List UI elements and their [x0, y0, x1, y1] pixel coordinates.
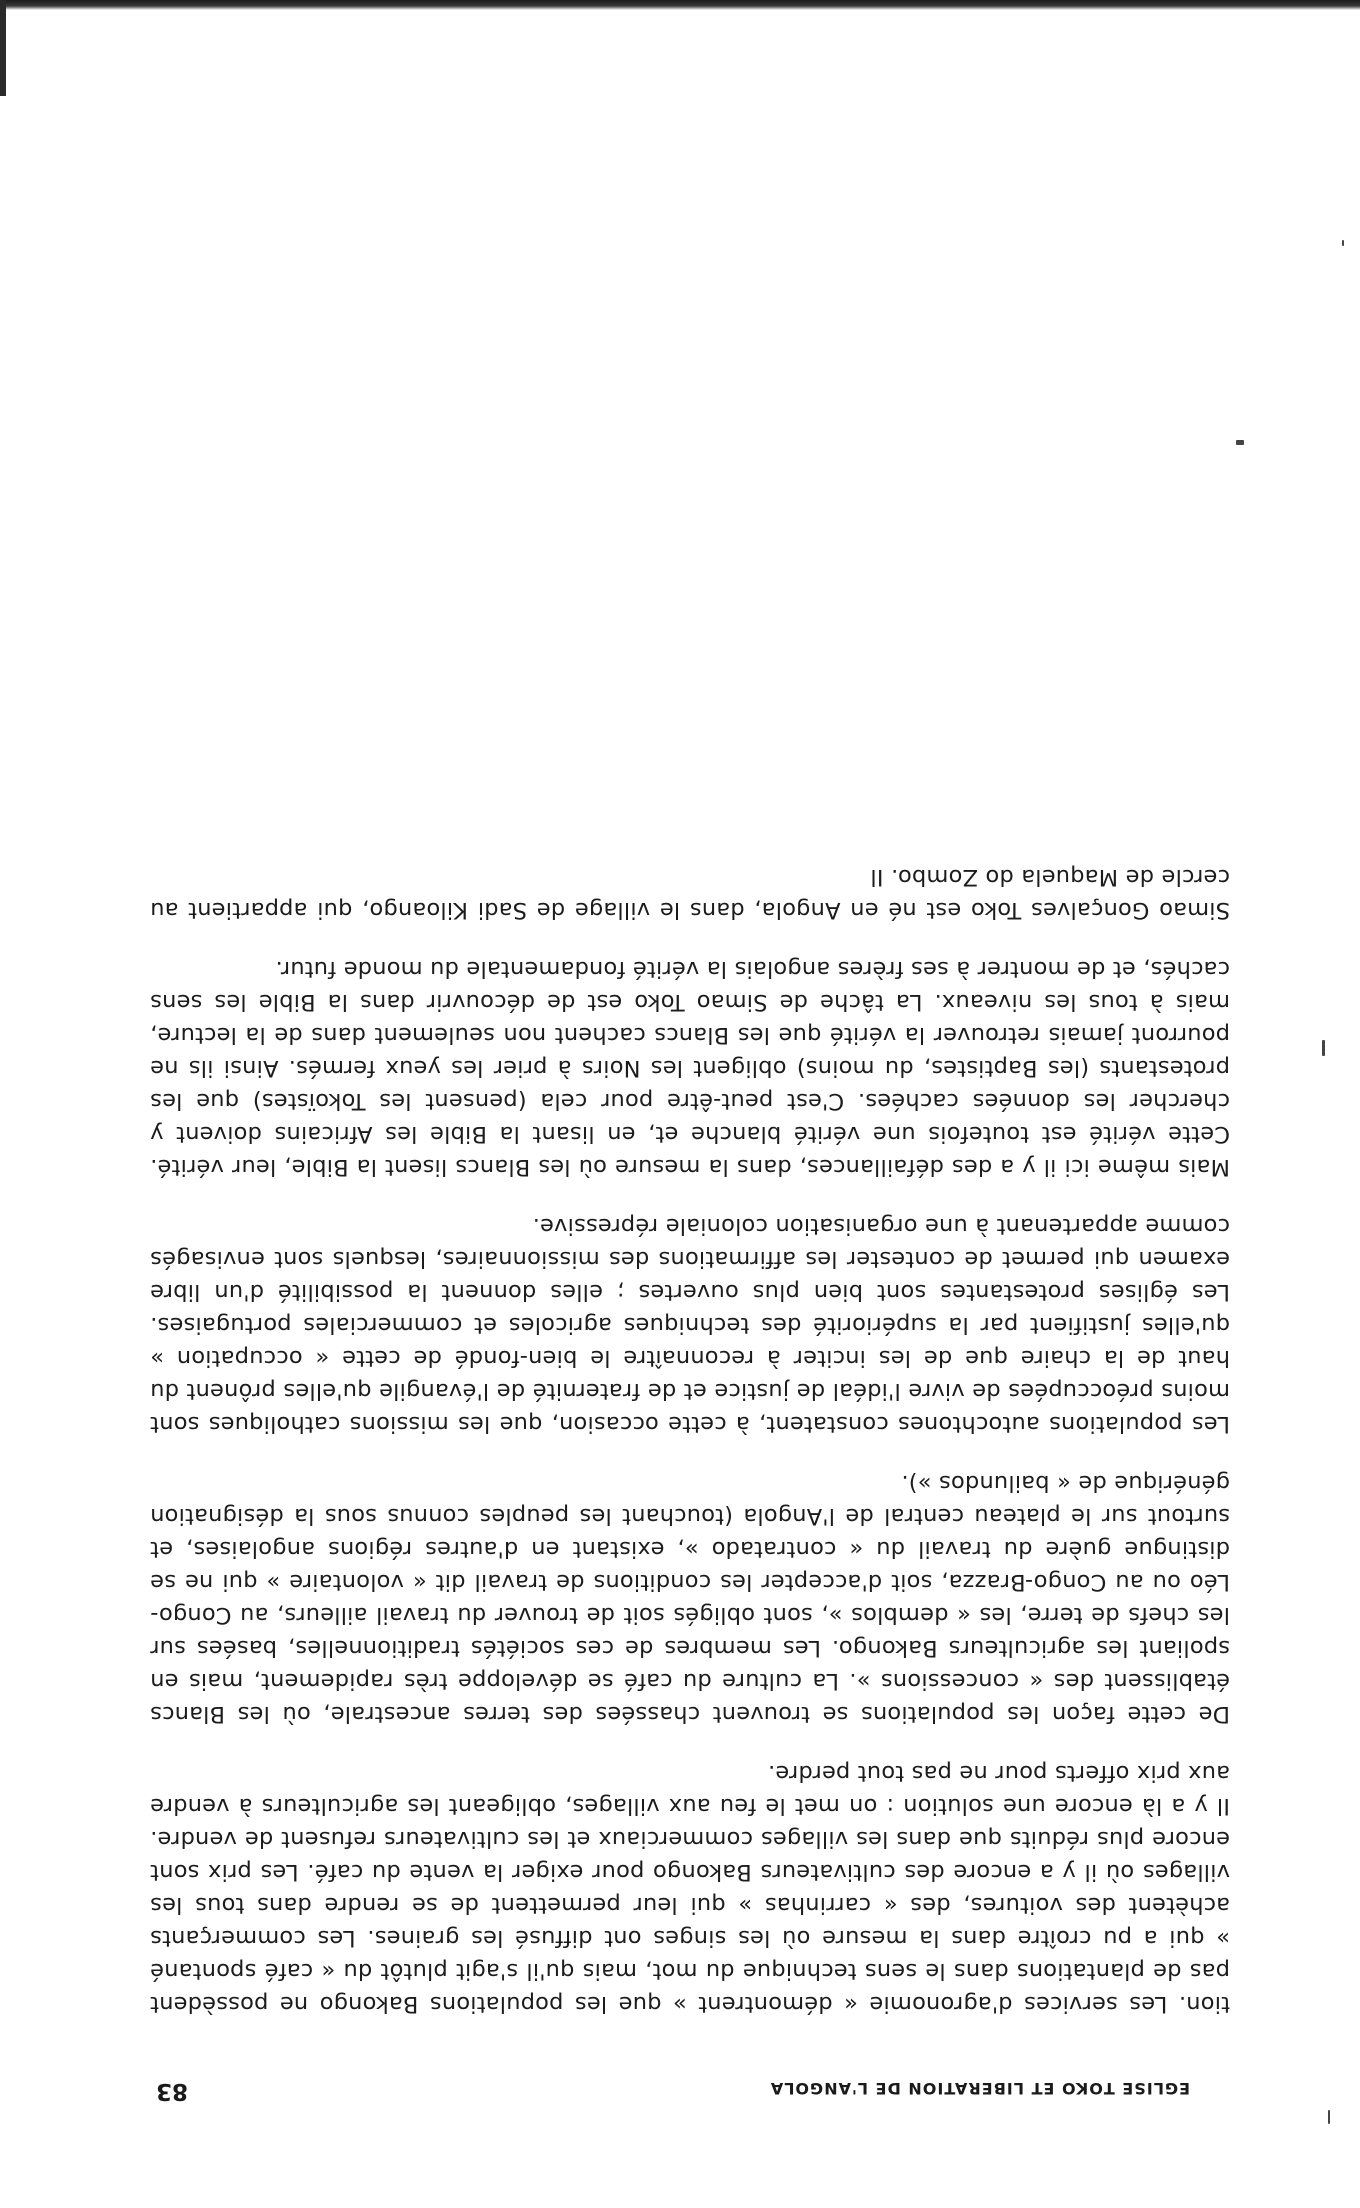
page-number: 83 [156, 2078, 189, 2104]
body-text [150, 834, 1230, 2020]
page-content [150, 100, 1230, 2104]
scan-border-left [0, 0, 6, 96]
paragraph-5: Simao Gonçalves Toko est né en Angola, dans le village de Sadi Kiloango, qui appartient au cercle de Maquela do Zombo. Il [150, 864, 1230, 923]
scan-border-top [0, 0, 1360, 10]
running-head [150, 2070, 1230, 2104]
paragraph-3: Les populations autochtones constatent, à cette occasion, que les missions catholiques sont moins préoccupées de vivre l'idéal de justice et de fraternité de l'évangile qu'elles prônent du haut de la chaire que de les inciter à reconnaître le bien-fondé de cette « occupation » qu'elles justifient par la supériorité des techniques agricoles et commerciales portugaises. Les églises protestantes sont bien plus ouvertes ; elles donnent la possibilité d'un libre examen qui permet de contester les affirmations des missionnaires, lesquels sont envisagés comme appartenant à une organisation coloniale répressive. [150, 1213, 1230, 1437]
paragraph-2: De cette façon les populations se trouvent chassées des terres ancestrale, où les Blancs établissent des « concessions ». La culture du café se développe très rapidement, mais en spoliant les agriculteurs Bakongo. Les membres de ces sociétés traditionnelles, basées sur les chefs de terre, les « demblos », sont obligés soit de trouver du travail ailleurs, au Congo-Léo ou au Congo-Brazza, soit d'accepter les conditions de travail dit « volontaire » qui ne se distingue guère du travail du « contratado », existant en d'autres régions angolaises, et surtout sur le plateau central de l'Angola (touchant les peuples connus sous la désignation générique de « bailundos »). [150, 1470, 1230, 1727]
scan-speck [1328, 2110, 1330, 2124]
scan-speck [1342, 240, 1344, 246]
running-title: EGLISE TOKO ET LIBERATION DE L'ANGOLA [769, 2079, 1190, 2098]
scan-speck [1322, 1040, 1325, 1056]
scan-speck [1236, 440, 1244, 445]
paragraph-4: Mais même ici il y a des défaillances, dans la mesure où les Blancs lisent la Bible, leur vérité. Cette vérité est toutefois une vérité blanche et, en lisant la Bible les Africains doivent y chercher les données cachées. C'est peut-être pour cela (pensent les Tokoïstes) que les protestants (les Baptistes, du moins) obligent les Noirs à prier les yeux fermés. Ainsi ils ne pourront jamais retrouver la vérité que les Blancs cachent non seulement dans de la lecture, mais à tous les niveaux. La tâche de Simao Toko est de découvrir dans la Bible les sens cachés, et de montrer à ses frères angolais la vérité fondamentale du monde futur. [150, 956, 1230, 1180]
paragraph-1: tion. Les services d'agronomie « démontrent » que les populations Bakongo ne possèdent pas de plantations dans le sens technique du mot, mais qu'il s'agit plutôt du « café spontané » qui a pu croître dans la mesure où les singes ont diffusé les graines. Les commerçants achètent des voitures, des « carrinhas » qui leur permettent de se rendre dans tous les villages où il y a encore des cultivateurs Bakongo pour exiger la vente du café. Les prix sont encore plus réduits que dans les villages commerciaux et les cultivateurs refusent de vendre. Il y a là encore une solution : on met le feu aux villages, obligeant les agriculteurs à vendre aux prix offerts pour ne pas tout perdre. [150, 1760, 1230, 2017]
